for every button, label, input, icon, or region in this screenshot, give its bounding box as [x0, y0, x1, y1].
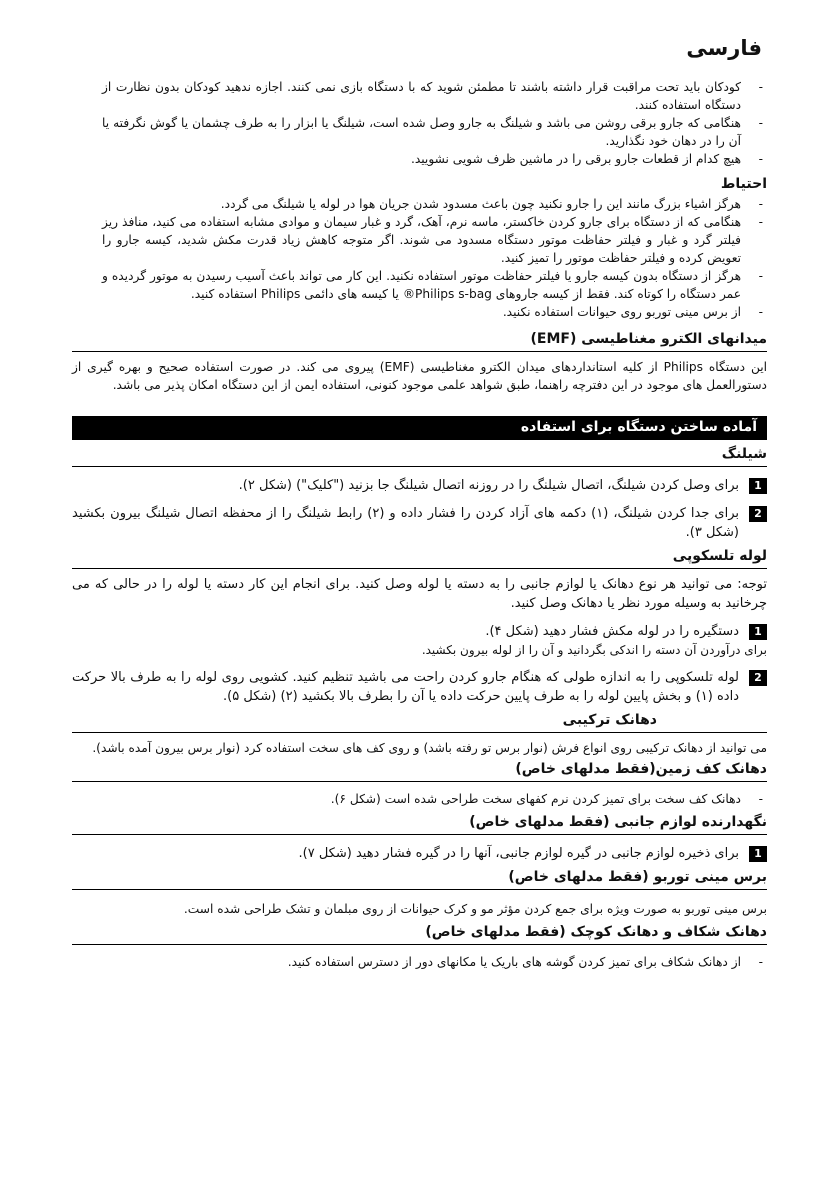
step-text: دستگیره را در لوله مکش فشار دهید (شکل ۴). — [485, 624, 739, 639]
prep-banner: آماده ساختن دستگاه برای استفاده — [72, 416, 767, 440]
safety-item: - کودکان باید تحت مراقبت قرار داشته باشند تا مطمئن شوید که با دستگاه بازی نمی کنند. اجازه ندهید کودکان بدون نظارت از دستگاه استفاده کنند. — [72, 78, 767, 114]
holder-title: نگهدارنده لوازم جانبی (فقط مدلهای خاص) — [72, 814, 767, 835]
hose-title: شیلنگ — [72, 446, 767, 467]
combo-title: دهانک ترکیبی — [72, 712, 767, 733]
safety-list — [72, 78, 767, 168]
turbo-title: برس مینی توربو (فقط مدلهای خاص) — [72, 869, 767, 890]
caution-item: - هنگامی که از دستگاه برای جارو کردن خاکستر، ماسه نرم، آهک، گرد و غبار سیمان و موادی مشابه استفاده می کنید، منافذ ریز فیلتر گرد و غبار و فیلتر حفاظت موتور دستگاه مسدود می شوند. اگر متوجه کاهش زیاد قدرت مکش شدید، کیسه جارو را تعویض کرده و فیلتر حفاظت موتور را تمیز کنید. — [72, 213, 767, 267]
tube-title: لوله تلسکوپی — [72, 548, 767, 569]
caution-item: - هرگز از دستگاه بدون کیسه جارو یا فیلتر حفاظت موتور استفاده نکنید. این کار می تواند باعث آسیب رسیدن به موتور گردیده و عمر دستگاه را کوتاه کند. فقط از کیسه جاروهای Philips s-bag® یا کیسه های دائمی Philips استفاده کنید. — [72, 267, 767, 303]
step-number: 2 — [749, 670, 767, 686]
emf-title: میدانهای الکترو مغناطیسی (EMF) — [72, 331, 767, 352]
caution-list — [72, 195, 767, 321]
hose-step-2 — [72, 504, 767, 542]
holder-step-1 — [72, 844, 767, 863]
tube-note: توجه: می توانید هر نوع دهانک یا لوازم جانبی را به دسته یا لوله وصل کنید. برای انجام این کار دسته یا لوله را در حالی که می چرخانید به وسیله مورد نظر یا دهانک وصل کنید. — [72, 577, 767, 611]
caution-item: - از برس مینی توربو روی حیوانات استفاده نکنید. — [72, 303, 767, 321]
floor-title: دهانک کف زمین(فقط مدلهای خاص) — [72, 761, 767, 782]
crevice-list — [72, 953, 767, 971]
tube-step-1 — [72, 622, 767, 659]
emf-text: این دستگاه Philips از کلیه استانداردهای میدان الکترو مغناطیسی (EMF) پیروی می کند. در صورت استفاده صحیح و بهره گیری از دستورالعمل های موجود در این دفترچه راهنما، طبق شواهد علمی موجود کنونی، استفاده ایمن از این دستگاه امکان پذیر می باشد. — [72, 360, 767, 392]
safety-item: - هنگامی که جارو برقی روشن می باشد و شیلنگ به جارو وصل شده است، شیلنگ یا ابزار را به طرف چشمان یا گوش نگرفته یا آن را در دهان خود نگذارید. — [72, 114, 767, 150]
crevice-item: - از دهانک شکاف برای تمیز کردن گوشه های باریک یا مکانهای دور از دسترس استفاده کنید. — [72, 953, 767, 971]
step-number: 1 — [749, 846, 767, 862]
safety-item: - هیچ کدام از قطعات جارو برقی را در ماشین ظرف شویی نشویید. — [72, 150, 767, 168]
step-number: 1 — [749, 478, 767, 494]
step-number: 1 — [749, 624, 767, 640]
page-title: فارسی — [686, 36, 762, 60]
step-text: برای ذخیره لوازم جانبی در گیره لوازم جانبی، آنها را در گیره فشار دهید (شکل ۷). — [298, 846, 739, 861]
turbo-text: برس مینی توربو به صورت ویژه برای جمع کردن مؤثر مو و کرک حیوانات از روی مبلمان و تشک طراحی شده است. — [183, 902, 767, 916]
step-number: 2 — [749, 506, 767, 522]
caution-title: احتیاط — [720, 176, 767, 192]
hose-step-1 — [72, 476, 767, 495]
tube-step-2 — [72, 668, 767, 706]
crevice-title: دهانک شکاف و دهانک کوچک (فقط مدلهای خاص) — [72, 924, 767, 945]
caution-item: - هرگز اشیاء بزرگ مانند این را جارو نکنید چون باعث مسدود شدن جریان هوا در لوله یا شیلنگ می گردد. — [72, 195, 767, 213]
step-text: برای جدا کردن شیلنگ، (۱) دکمه های آزاد کردن را فشار داده و (۲) رابط شیلنگ را از محفظه اتصال شیلنگ بیرون بکشید (شکل ۳). — [72, 506, 739, 540]
step-subtext: برای درآوردن آن دسته را اندکی بگردانید و آن را از لوله بیرون بکشید. — [421, 643, 767, 657]
step-text: برای وصل کردن شیلنگ، اتصال شیلنگ را در روزنه اتصال شیلنگ جا بزنید ("کلیک") (شکل ۲). — [238, 478, 739, 493]
floor-item: - دهانک کف سخت برای تمیز کردن نرم کفهای سخت طراحی شده است (شکل ۶). — [72, 790, 767, 808]
floor-list — [72, 790, 767, 808]
step-text: لوله تلسکوپی را به اندازه طولی که هنگام جارو کردن راحت می باشید تنظیم کنید. کشویی روی لوله را به طرف بالا حرکت داده (۱) و بخش پایین لوله را به طرف پایین حرکت داده یا آن را بطرف بالا بکشید (۲) (شکل ۵). — [72, 670, 739, 704]
combo-text: می توانید از دهانک ترکیبی روی انواع فرش (نوار برس تو رفته باشد) و روی کف های سخت استفاده کرد (نوار برس بیرون آمده باشد). — [92, 741, 767, 755]
